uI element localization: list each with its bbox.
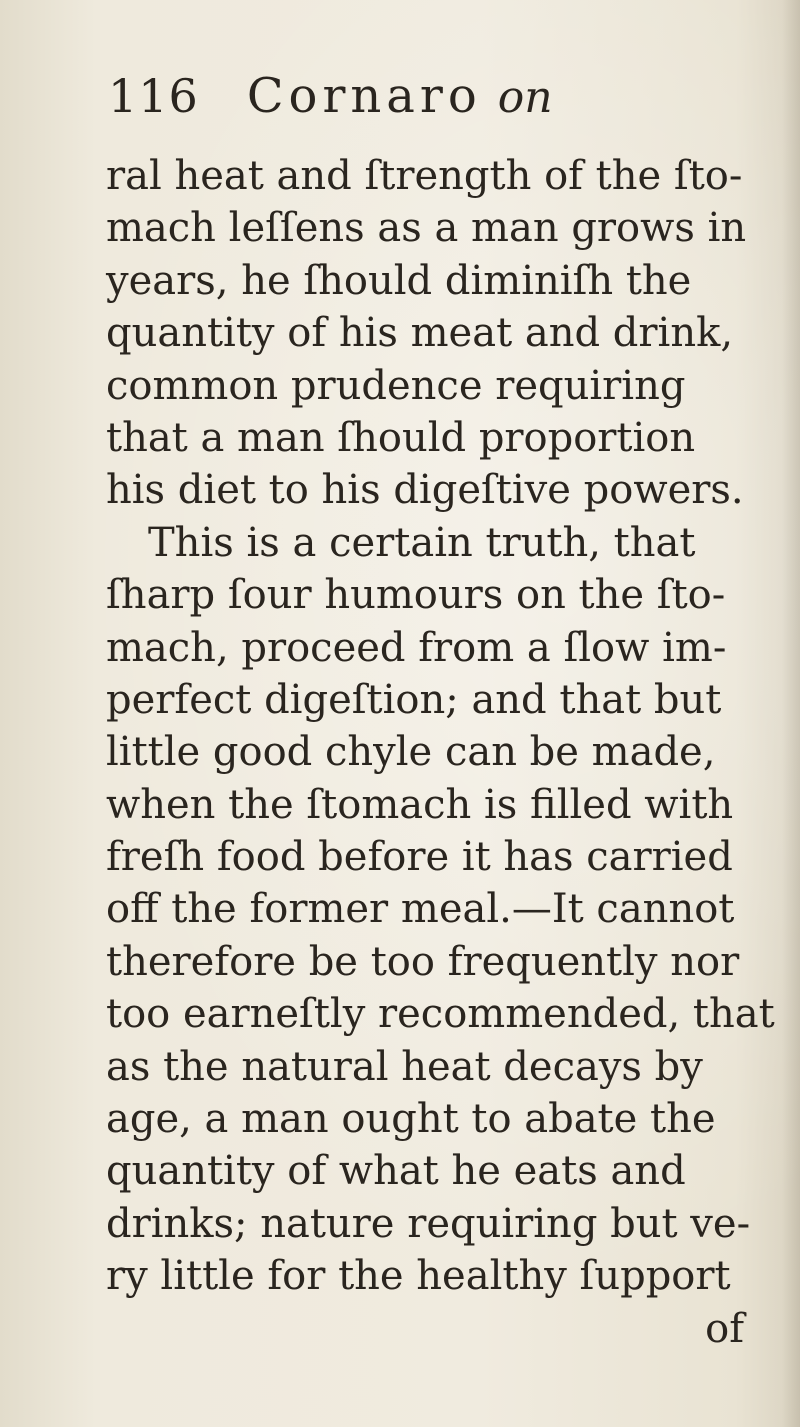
text-line: perfect digeſtion; and that but [106,676,722,723]
text-line: ry little for the healthy ſupport [106,1253,731,1300]
text-line: mach leſſens as a man grows in [106,205,747,252]
text-line: ral heat and ſtrength of the ſto- [106,153,743,199]
text-line: common prudence requiring [106,362,686,409]
body-text [106,150,775,1355]
text-line: mach, proceed from a ſlow im- [106,624,727,671]
text-line: that a man ſhould proportion [106,414,696,461]
text-line: as the natural heat decays by [106,1043,703,1090]
text-line: age, a man ought to abate the [106,1096,716,1143]
text-line: therefore be too frequently nor [106,938,740,985]
page-number: 116 [108,69,199,123]
text-line: ſharp ſour humours on the ſto- [106,572,726,619]
text-line: quantity of his meat and drink, [106,310,734,357]
text-line: when the ſtomach is filled with [106,781,734,828]
catchword: of [705,1305,744,1352]
text-line: quantity of what he eats and [106,1148,686,1195]
text-line: freſh food before it has carried [106,834,733,881]
text-line: too earneſtly recommended, that [106,991,775,1038]
text-line: his diet to his digeſtive powers. [106,467,744,514]
running-head: Cornaro [246,68,482,124]
text-line-paragraph-start: This is a certain truth, that [148,519,696,566]
page-header [108,68,553,138]
text-line: off the former meal.—It cannot [106,886,735,933]
text-line: little good chyle can be made, [106,729,716,776]
text-line: years, he ſhould diminiſh the [106,257,692,304]
text-line: drinks; nature requiring but ve- [106,1200,751,1247]
running-head-sub: on [497,72,553,123]
page-edge-shadow [782,0,800,1427]
